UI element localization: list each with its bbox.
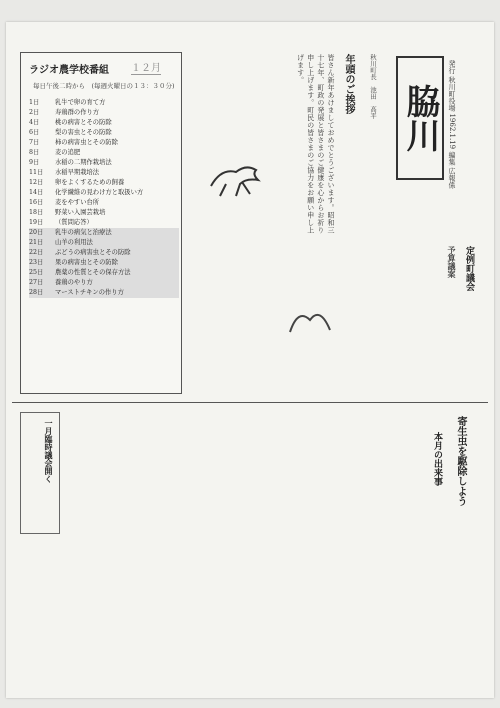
- program-day: 18日: [29, 209, 44, 216]
- program-day: 19日: [29, 219, 44, 226]
- radio-program-item: [29, 118, 179, 128]
- newsletter-page: [6, 22, 494, 698]
- program-day: 22日: [29, 249, 44, 256]
- bottom-articles: [12, 402, 488, 692]
- radio-program-item: [29, 208, 179, 218]
- program-title: 麦をやすい台所: [55, 199, 100, 206]
- radio-program-item: [29, 288, 179, 298]
- program-title: 柿の病害虫とその防除: [55, 139, 118, 146]
- program-title: 養鶏のやり方: [55, 279, 93, 286]
- editor-label: 編集: [448, 151, 456, 166]
- program-day: 12日: [29, 179, 44, 186]
- program-day: 25日: [29, 269, 44, 276]
- radio-time: 毎日午後二時から (毎週火曜日の１３：３０分): [33, 82, 175, 90]
- monthly-heading: 一月臨時議会開く: [44, 419, 54, 483]
- program-title: 水稲の二期作栽培法: [55, 159, 112, 166]
- new-year-greeting: [186, 50, 386, 240]
- council-heading: 定例町議会: [464, 246, 474, 291]
- radio-program-item: [29, 158, 179, 168]
- program-title: 野菜い入園芸栽培: [55, 209, 106, 216]
- radio-program-item: [29, 138, 179, 148]
- council-subheading: 予算議案: [447, 246, 457, 278]
- program-title: 卵をよくするための飼養: [55, 179, 125, 186]
- radio-program-item: [29, 268, 179, 278]
- radio-program-item: [29, 178, 179, 188]
- monthly-council-box: [20, 412, 60, 534]
- parasite-heading: 寄生虫を駆除しよう: [455, 416, 466, 506]
- council-section: [186, 242, 486, 392]
- radio-program-list: [29, 98, 179, 298]
- program-title: 水稲早期栽培法: [55, 169, 100, 176]
- program-day: 14日: [29, 189, 44, 196]
- program-day: 23日: [29, 259, 44, 266]
- issuer: 秋川町役場: [448, 76, 456, 112]
- radio-program-item: [29, 188, 179, 198]
- radio-program-item: [29, 148, 179, 158]
- program-day: 21日: [29, 239, 44, 246]
- radio-program-item: [29, 128, 179, 138]
- program-title: ぶどうの病害虫とその防除: [55, 249, 131, 256]
- radio-program-item: [29, 108, 179, 118]
- ornament-illustration: [286, 302, 334, 336]
- program-title: 梨の害虫とその防除: [55, 129, 112, 136]
- program-title: マーストチキンの作り方: [55, 289, 124, 296]
- program-title: 化学繊維の見わけ方と取扱い方: [55, 189, 144, 196]
- publisher-label: 発行: [448, 60, 456, 74]
- radio-program-item: [29, 198, 179, 208]
- program-title: 乳牛の病気と治療法: [55, 229, 112, 236]
- issue-date: 1962.1.19: [448, 113, 456, 150]
- program-day: 7日: [29, 139, 40, 146]
- program-title: 寿鶏群の作り方: [55, 109, 100, 116]
- radio-stamp: １２月: [131, 59, 161, 75]
- radio-program-item: [29, 248, 179, 258]
- radio-program-item: [29, 218, 179, 228]
- radio-program-item: [29, 98, 179, 108]
- program-day: 2日: [29, 109, 40, 116]
- greeting-author: 秋川町長 池田 高平: [369, 54, 377, 119]
- radio-schedule-panel: [20, 52, 182, 394]
- program-day: 1日: [29, 99, 40, 106]
- newsletter-logo: 脇川: [396, 56, 444, 180]
- program-day: 11日: [29, 169, 44, 176]
- radio-program-item: [29, 278, 179, 288]
- program-title: 果の病害虫とその防除: [55, 259, 118, 266]
- section-divider: [12, 402, 488, 403]
- program-day: 16日: [29, 199, 44, 206]
- program-title: 乳牛で卵の育て方: [55, 99, 106, 106]
- greeting-heading: 年頭のご挨拶: [343, 54, 354, 114]
- greeting-body: 皆さん新年あけましておめでとうございます。昭和三十七年、町政の発展と皆さまのご健康を心からお祈り申し上げます。町民の皆さまのご協力をお願い申し上げます。: [296, 54, 335, 234]
- program-title: 農薬の性質とその保存方法: [55, 269, 131, 276]
- program-day: 8日: [29, 149, 40, 156]
- masthead: [386, 50, 486, 220]
- program-title: （質問応答）: [55, 219, 93, 226]
- radio-program-item: [29, 168, 179, 178]
- schedule-heading: 本月の出来事: [432, 432, 442, 486]
- program-title: 麦の追肥: [55, 149, 81, 156]
- program-day: 9日: [29, 159, 40, 166]
- horse-illustration: [206, 158, 266, 198]
- editor-dept: 広報係: [448, 167, 456, 189]
- program-day: 20日: [29, 229, 44, 236]
- program-day: 27日: [29, 279, 44, 286]
- masthead-info: [446, 60, 457, 189]
- program-day: 4日: [29, 119, 40, 126]
- radio-program-item: [29, 238, 179, 248]
- radio-title: ラジオ農学校番組: [29, 65, 109, 76]
- radio-program-item: [29, 258, 179, 268]
- program-title: 桃の病害とその防除: [55, 119, 112, 126]
- parasite-box: [388, 412, 474, 552]
- radio-program-item: [29, 228, 179, 238]
- program-day: 28日: [29, 289, 44, 296]
- program-day: 6日: [29, 129, 40, 136]
- program-title: 山羊の利用法: [55, 239, 93, 246]
